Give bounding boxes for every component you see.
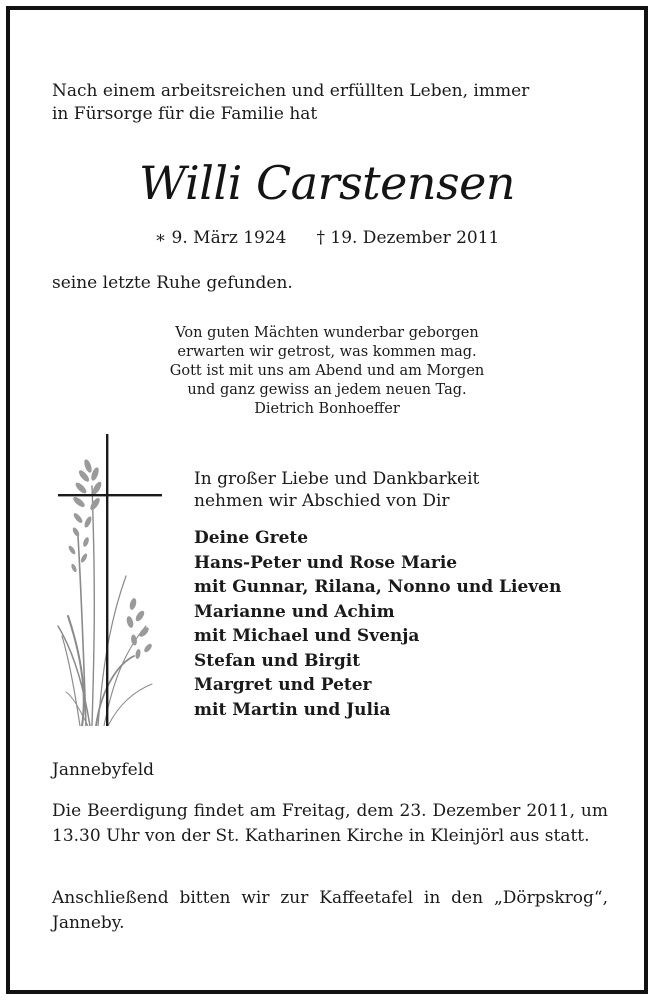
- funeral-info: Die Beerdigung findet am Freitag, dem 23. Dezember 2011, um 13.30 Uhr von der St. Katharinen Kirche in Kleinjörl aus statt.: [52, 801, 608, 846]
- intro-line: in Fürsorge für die Familie hat: [52, 104, 318, 124]
- family-member: mit Gunnar, Rilana, Nonno und Lieven: [194, 577, 562, 597]
- poem-line: Von guten Mächten wunderbar geborgen: [175, 325, 479, 341]
- intro-text: [52, 80, 612, 126]
- obituary-frame: [6, 6, 648, 994]
- coffee-info: Anschließend bitten wir zur Kaffeetafel in den „Dörpskrog“, Janneby.: [52, 888, 608, 933]
- poem-quote: [10, 324, 644, 419]
- deceased-name: Willi Carstensen: [139, 156, 515, 210]
- poem-author: Dietrich Bonhoeffer: [254, 401, 400, 417]
- farewell-line: nehmen wir Abschied von Dir: [194, 490, 450, 511]
- family-member: Margret und Peter: [194, 675, 372, 695]
- family-member: Marianne und Achim: [194, 601, 395, 622]
- life-dates: [10, 227, 644, 249]
- rest-text: seine letzte Ruhe gefunden.: [52, 273, 293, 293]
- death-date: † 19. Dezember 2011: [316, 228, 500, 248]
- family-member: mit Michael und Svenja: [194, 626, 420, 646]
- birth-date: ∗ 9. März 1924: [154, 228, 287, 248]
- family-member: Hans-Peter und Rose Marie: [194, 552, 458, 573]
- poem-line: und ganz gewiss an jedem neuen Tag.: [187, 382, 467, 398]
- poem-line: erwarten wir getrost, was kommen mag.: [177, 344, 477, 360]
- poem-line: Gott ist mit uns am Abend und am Morgen: [169, 363, 485, 379]
- cross-with-grasses-icon: [48, 426, 168, 726]
- family-list: [194, 526, 561, 722]
- farewell-text: [194, 469, 479, 512]
- intro-line: Nach einem arbeitsreichen und erfüllten Leben, immer: [52, 81, 530, 101]
- place-name: Jannebyfeld: [52, 760, 155, 780]
- farewell-line: In großer Liebe und Dankbarkeit: [194, 469, 480, 489]
- family-member: Deine Grete: [194, 528, 309, 548]
- family-member: mit Martin und Julia: [194, 699, 391, 720]
- family-member: Stefan und Birgit: [194, 650, 361, 671]
